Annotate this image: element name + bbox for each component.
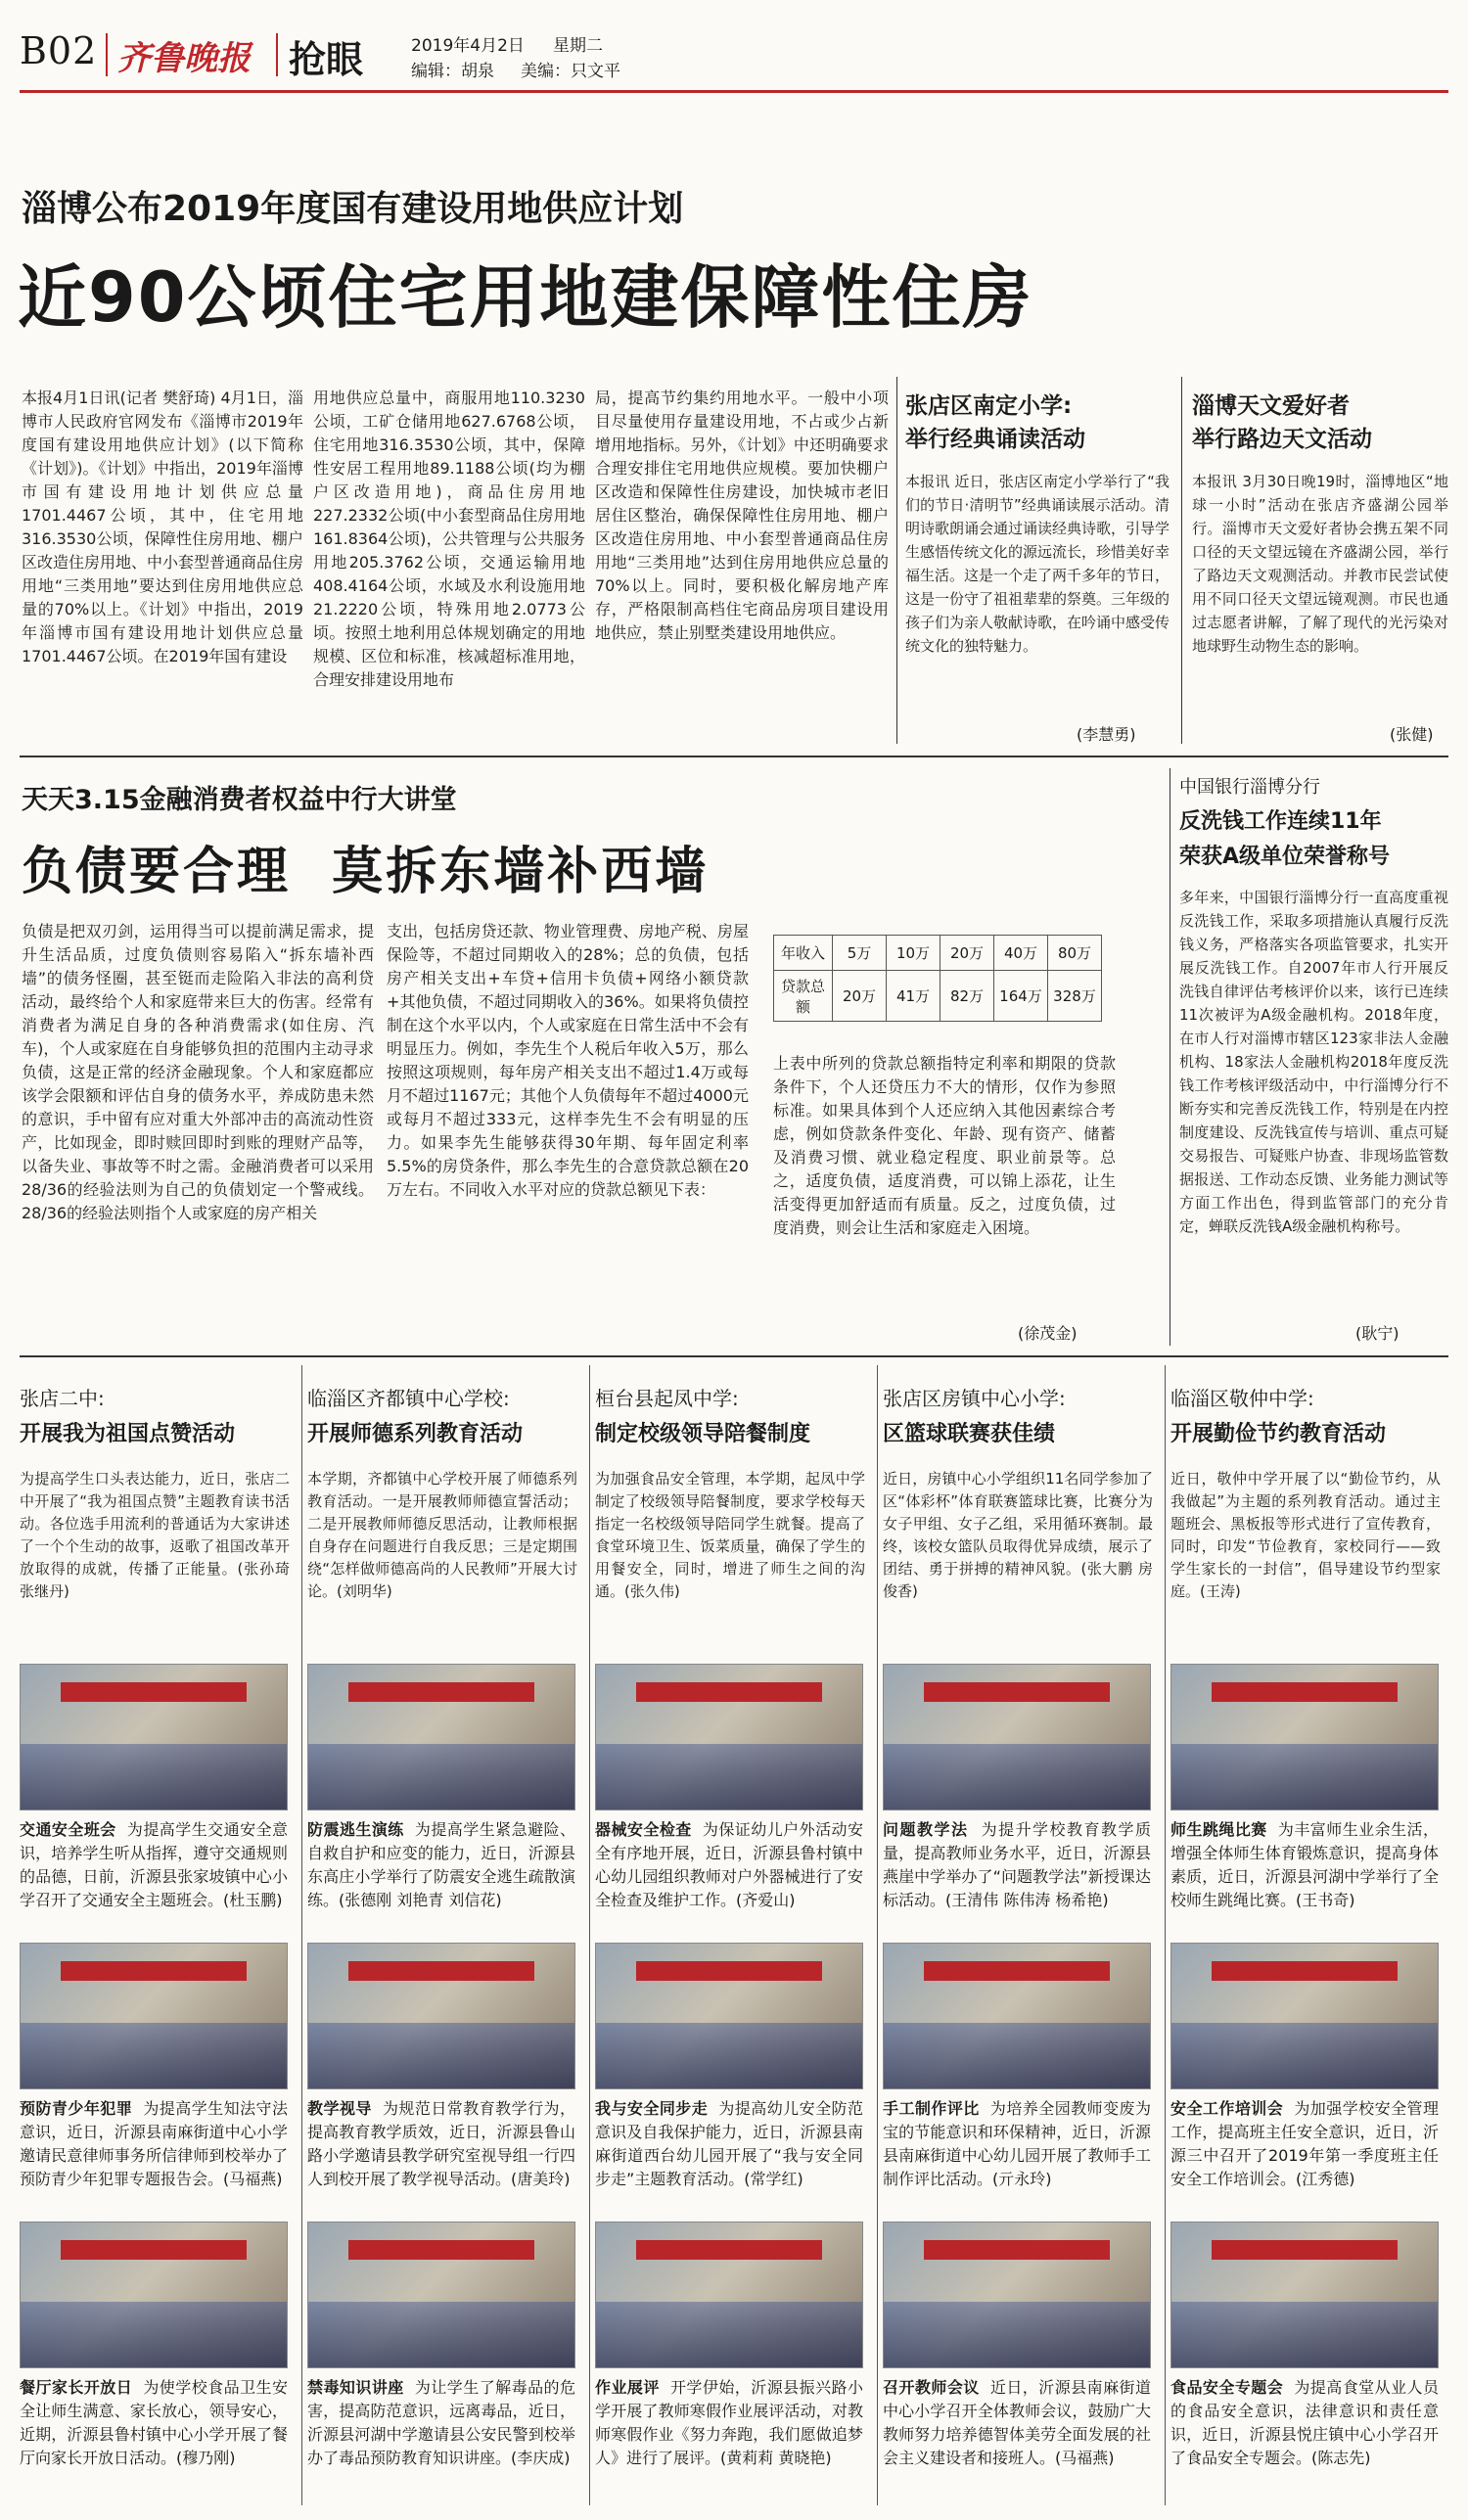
section-rule-1 [20, 756, 1448, 757]
photo-caption [20, 1818, 288, 1938]
editor-credit: 编辑：胡泉 [411, 62, 494, 81]
photo-caption-label: 禁毒知识讲座 [307, 2378, 404, 2397]
photo-caption-text: 为提升学校教育教学质量，提高教师业务水平，近日，沂源县燕崖中学举办了“问题教学法”新授课达标活动。(王清伟 陈伟涛 杨希艳) [883, 1820, 1151, 1909]
photo-caption [307, 2376, 575, 2496]
news-photo [595, 1943, 863, 2089]
loan-table-loan: 82万 [940, 971, 994, 1022]
school-headline: 开展勤俭节约教育活动 [1170, 1422, 1387, 1446]
photo-caption-label: 手工制作评比 [883, 2099, 980, 2118]
section-title: 抢眼 [289, 38, 364, 81]
school-headline: 制定校级领导陪餐制度 [595, 1422, 811, 1446]
photo-caption [595, 2097, 863, 2217]
side2-title: 淄博天文爱好者 举行路边天文活动 [1192, 393, 1372, 452]
news-photo [20, 2222, 288, 2368]
photo-caption-text: 为培养全园教师变废为宝的节能意识和环保精神，近日，沂源县南麻街道中心幼儿园开展了教师手工制作评比活动。(亓永玲) [883, 2099, 1151, 2188]
masthead-divider [106, 33, 108, 76]
school-name: 张店区房镇中心小学: [883, 1387, 1066, 1410]
school-column-rule [1165, 1365, 1166, 2505]
photo-caption-text: 近日，沂源县南麻街道中心小学召开全体教师会议，鼓励广大教师努力培养德智体美劳全面发展的社会主义建设者和接班人。(马福燕) [883, 2378, 1151, 2467]
photo-caption [883, 2097, 1151, 2217]
lead-headline: 近90公顷住宅用地建保障性住房 [18, 257, 1033, 338]
page-code: B02 [20, 29, 98, 72]
photo-caption [883, 2376, 1151, 2496]
loan-table-income: 20万 [940, 936, 994, 971]
issue-weekday: 星期二 [553, 36, 603, 56]
photo-caption [20, 2097, 288, 2217]
news-photo [307, 1664, 575, 1810]
school-column-rule [589, 1365, 590, 2505]
photo-caption [1170, 1818, 1439, 1938]
news-photo [595, 2222, 863, 2368]
side-vertical-rule [1181, 377, 1182, 744]
photo-caption-label: 交通安全班会 [20, 1820, 116, 1839]
photo-caption-text: 为加强学校安全管理工作，提高班主任安全意识，近日，沂源三中召开了2019年第一季度班主任安全工作培训会。(江秀德) [1170, 2099, 1439, 2188]
school-body: 本学期，齐都镇中心学校开展了师德系列教育活动。一是开展教师师德宣誓活动；二是开展教师师德反思活动，让教师根据自身存在问题进行自我反思；三是定期围绕“怎样做师德高尚的人民教师”开展大讨论。(刘明华) [307, 1470, 577, 1600]
school-headline: 开展师德系列教育活动 [307, 1422, 524, 1446]
loan-table-loan-label: 贷款总额 [774, 971, 833, 1022]
photo-caption-text: 为使学校食品卫生安全让师生满意、家长放心，领导安心，近期，沂源县鲁村镇中心小学开展了餐厅向家长开放日活动。(穆乃刚) [20, 2378, 288, 2467]
boc-byline: (耿宁) [1355, 1324, 1399, 1343]
school-column-rule [301, 1365, 302, 2505]
news-photo [20, 1943, 288, 2089]
section-rule-2 [20, 1355, 1448, 1357]
news-photo [20, 1664, 288, 1810]
header-rule [20, 90, 1448, 93]
side1-byline: (李慧勇) [1077, 725, 1136, 744]
boc-title: 反洗钱工作连续11年 荣获A级单位荣誉称号 [1179, 809, 1391, 869]
loan-table-income: 80万 [1048, 936, 1102, 971]
photo-caption [20, 2376, 288, 2496]
photo-caption-label: 我与安全同步走 [595, 2099, 709, 2118]
photo-caption [595, 2376, 863, 2496]
photo-caption [307, 2097, 575, 2217]
photo-caption-label: 食品安全专题会 [1170, 2378, 1284, 2397]
school-body: 近日，敬仲中学开展了以“勤俭节约，从我做起”为主题的系列教育活动。通过主题班会、黑板报等形式进行了宣传教育，同时，印发“节俭教育，家校同行——致学生家长的一封信”，倡导建设节约型家庭。(王涛) [1170, 1470, 1441, 1600]
photo-caption-text: 开学伊始，沂源县振兴路小学开展了教师寒假作业展评活动，对教师寒假作业《努力奔跑，我们愿做追梦人》进行了展评。(黄莉莉 黄晓艳) [595, 2378, 863, 2467]
school-name: 张店二中: [20, 1387, 105, 1410]
masthead-divider-2 [276, 33, 278, 76]
side1-title: 张店区南定小学: 举行经典诵读活动 [905, 393, 1085, 452]
finance-column-3: 上表中所列的贷款总额指特定利率和期限的贷款条件下，个人还贷压力不大的情形，仅作为参照标准。如果具体到个人还应纳入其他因素综合考虑，例如贷款条件变化、年龄、现有资产、储蓄及消费习惯、就业稳定程度、职业前景等。总之，适度负债，适度消费，可以锦上添花，让生活变得更加舒适而有质量。反之，过度负债，过度消费，则会让生活和家庭走入困境。 [773, 1054, 1116, 1237]
masthead [20, 27, 1448, 86]
loan-table [773, 935, 1102, 1022]
designer-credit: 美编：只文平 [521, 62, 620, 81]
photo-caption-text: 为提高食堂从业人员的食品安全意识，法律意识和责任意识，近日，沂源县悦庄镇中心小学召开了食品安全专题会。(陈志先) [1170, 2378, 1439, 2467]
news-photo [595, 1664, 863, 1810]
news-photo [307, 2222, 575, 2368]
photo-caption-label: 餐厅家长开放日 [20, 2378, 133, 2397]
lead-column-2: 用地供应总量中，商服用地110.3230公顷，工矿仓储用地627.6768公顷，住宅用地316.3530公顷，其中，保障性安居工程用地89.1188公顷(均为棚户区改造用地)，商品住房用地227.2332公顷(中小套型商品住房用地161.8364公顷)，公共管理与公共服务用地205.3762公顷，交通运输用地408.4164公顷，水域及水利设施用地21.2220公顷，特殊用地2.0773公顷。按照土地利用总体规划确定的用地规模、区位和标准，核减超标准用地，合理安排建设用地布 [313, 389, 585, 689]
photo-caption [595, 1818, 863, 1938]
finance-kicker: 天天3.15金融消费者权益中行大讲堂 [22, 785, 457, 815]
paper-logo: 齐鲁晚报 [117, 39, 251, 78]
boc-kicker: 中国银行淄博分行 [1179, 777, 1320, 798]
school-name: 临淄区齐都镇中心学校: [307, 1387, 510, 1410]
side1-body: 本报讯 近日，张店区南定小学举行了“我们的节日·清明节”经典诵读展示活动。清明诗歌朗诵会通过诵读经典诗歌，引导学生感悟传统文化的源远流长，珍惜美好幸福生活。这是一个走了两千多年的节日，这是一份守了祖祖辈辈的祭奠。三年级的孩子们为亲人敬献诗歌，在吟诵中感受传统文化的独特魅力。 [905, 473, 1170, 655]
news-photo [883, 1664, 1151, 1810]
photo-caption-text: 为提高学生知法守法意识，近日，沂源县南麻街道中心小学邀请民意律师事务所信律师到校举办了预防青少年犯罪专题报告会。(马福燕) [20, 2099, 288, 2188]
loan-table-income-label: 年收入 [774, 936, 833, 971]
school-body: 为加强食品安全管理，本学期，起凤中学制定了校级领导陪餐制度，要求学校每天指定一名校级领导陪同学生就餐。提高了食堂环境卫生、饭菜质量，确保了学生的用餐安全，同时，增进了师生之间的沟通。(张久伟) [595, 1470, 865, 1600]
side2-byline: (张健) [1390, 725, 1434, 744]
photo-caption-label: 教学视导 [307, 2099, 372, 2118]
finance-column-2: 支出，包括房贷还款、物业管理费、房地产税、房屋保险等，不超过同期收入的28%；总的负债，包括房产相关支出+车贷+信用卡负债+网络小额贷款+其他负债，不超过同期收入的36%。如果将负债控制在这个水平以内，个人或家庭在日常生活中不会有明显压力。例如，李先生个人税后年收入5万，那么按照这项规则，每年房产相关支出不超过1.4万或每月不超过1167元；其他个人负债每年不超过4000元或每月不超过333元，这样李先生不会有明显的压力。如果李先生能够获得30年期、每年固定利率5.5%的房贷条件，那么李先生的合意贷款总额在20万左右。不同收入水平对应的贷款总额见下表： [387, 922, 749, 1199]
photo-caption-label: 召开教师会议 [883, 2378, 980, 2397]
finance-byline: (徐茂金) [1018, 1324, 1078, 1343]
photo-caption-label: 安全工作培训会 [1170, 2099, 1284, 2118]
school-column-rule [877, 1365, 878, 2505]
photo-caption-text: 为提高学生交通安全意识，培养学生听从指挥，遵守交通规则的品德，日前，沂源县张家坡镇中心小学召开了交通安全主题班会。(杜玉鹏) [20, 1820, 288, 1909]
boc-body: 多年来，中国银行淄博分行一直高度重视反洗钱工作，采取多项措施认真履行反洗钱义务，严格落实各项监管要求，扎实开展反洗钱工作。自2007年市人行开展反洗钱自律评估考核评价以来，该行已连续11次被评为A级金融机构。2018年度，在市人行对淄博市辖区123家非法人金融机构、18家法人金融机构2018年度反洗钱工作考核评级活动中，中行淄博分行不断夯实和完善反洗钱工作，特别是在内控制度建设、反洗钱宣传与培训、重点可疑交易报告、可疑账户协查、非现场监管数据报送、工作动态反馈、业务能力测试等方面工作出色，得到监管部门的充分肯定，蝉联反洗钱A级金融机构称号。 [1179, 889, 1448, 1235]
news-photo [307, 1943, 575, 2089]
loan-table-income: 5万 [833, 936, 887, 971]
photo-caption-label: 师生跳绳比赛 [1170, 1820, 1267, 1839]
finance-headline: 负债要合理 莫拆东墙补西墙 [22, 843, 710, 901]
news-photo [1170, 1664, 1439, 1810]
lead-column-1: 本报4月1日讯(记者 樊舒琦) 4月1日，淄博市人民政府官网发布《淄博市2019年度国有建设用地供应计划》(以下简称《计划》)。《计划》中指出，2019年淄博市国有建设用地计划供应总量1701.4467公顷，其中，住宅用地316.3530公顷，保障性住房用地、棚户区改造住房用地、中小套型普通商品住房用地“三类用地”要达到住房用地供应总量的70%以上。《计划》中指出，2019年淄博市国有建设用地计划供应总量1701.4467公顷。在2019年国有建设 [22, 389, 303, 665]
photo-caption [307, 1818, 575, 1938]
photo-caption-text: 为保证幼儿户外活动安全有序地开展，近日，沂源县鲁村镇中心幼儿园组织教师对户外器械进行了安全检查及维护工作。(齐爱山) [595, 1820, 863, 1909]
school-body: 为提高学生口头表达能力，近日，张店二中开展了“我为祖国点赞”主题教育读书活动。各位选手用流利的普通话为大家讲述了一个个生动的故事，返歌了祖国改革开放取得的成就，传播了正能量。(张孙琦 张继丹) [20, 1470, 290, 1600]
photo-caption [1170, 2097, 1439, 2217]
news-photo [1170, 2222, 1439, 2368]
news-photo [883, 2222, 1151, 2368]
school-body: 近日，房镇中心小学组织11名同学参加了区“体彩杯”体育联赛篮球比赛，比赛分为女子甲组、女子乙组，采用循环赛制。最终，该校女篮队员取得优异成绩，展示了团结、勇于拼搏的精神风貌。(张大鹏 房俊香) [883, 1470, 1153, 1600]
news-photo [883, 1943, 1151, 2089]
photo-caption-text: 为丰富师生业余生活，增强全体师生体育锻炼意识，提高身体素质，近日，沂源县河湖中学举行了全校师生跳绳比赛。(王书奇) [1170, 1820, 1439, 1909]
school-headline: 区篮球联赛获佳绩 [883, 1422, 1056, 1446]
photo-caption [1170, 2376, 1439, 2496]
photo-caption-text: 为提高学生紧急避险、自救自护和应变的能力，近日，沂源县东高庄小学举行了防震安全逃生疏散演练。(张德刚 刘艳青 刘信花) [307, 1820, 575, 1909]
photo-caption-label: 防震逃生演练 [307, 1820, 404, 1839]
loan-table-loan: 41万 [887, 971, 940, 1022]
loan-table-income: 10万 [887, 936, 940, 971]
photo-caption [883, 1818, 1151, 1938]
loan-table-loan: 164万 [994, 971, 1048, 1022]
school-name: 临淄区敬仲中学: [1170, 1387, 1314, 1410]
school-headline: 开展我为祖国点赞活动 [20, 1422, 236, 1446]
photo-caption-label: 问题教学法 [883, 1820, 969, 1839]
lead-vertical-rule [896, 377, 897, 744]
school-name: 桓台县起凤中学: [595, 1387, 739, 1410]
photo-caption-text: 为提高幼儿安全防范意识及自我保护能力，近日，沂源县南麻街道西台幼儿园开展了“我与安全同步走”主题教育活动。(常学红) [595, 2099, 863, 2188]
lead-kicker: 淄博公布2019年度国有建设用地供应计划 [22, 189, 684, 229]
photo-caption-label: 预防青少年犯罪 [20, 2099, 133, 2118]
loan-table-income: 40万 [994, 936, 1048, 971]
lead-column-3: 局，提高节约集约用地水平。一般中小项目尽量使用存量建设用地，不占或少占新增用地指标。另外，《计划》中还明确要求合理安排住宅用地供应规模。要加快棚户区改造和保障性住房建设，加快城市老旧居住区整治，确保保障性住房用地、棚户区改造住房用地、中小套型普通商品住房用地“三类用地”达到住房用地供应总量的70%以上。同时，要积极化解房地产库存，严格限制高档住宅商品房项目建设用地供应，禁止别墅类建设用地供应。 [595, 389, 889, 642]
finance-column-1: 负债是把双刃剑，运用得当可以提前满足需求，提升生活品质，过度负债则容易陷入“拆东墙补西墙”的债务怪圈，甚至铤而走险陷入非法的高利贷活动，最终给个人和家庭带来巨大的伤害。经常有消费者为满足自身的各种消费需求(如住房、汽车)，个人或家庭在自身能够负担的范围内主动寻求负债，这是正常的经济金融现象。个人和家庭都应该学会限额和评估自身的债务水平，养成防患未然的意识，手中留有应对重大外部冲击的高流动性资产，比如现金，即时赎回即时到账的理财产品等，以备失业、事故等不时之需。金融消费者可以采用28/36的经验法则为自己的负债划定一个警戒线。28/36的经验法则指个人或家庭的房产相关 [22, 922, 374, 1222]
photo-caption-label: 器械安全检查 [595, 1820, 692, 1839]
photo-caption-label: 作业展评 [595, 2378, 660, 2397]
news-photo [1170, 1943, 1439, 2089]
side2-body: 本报讯 3月30日晚19时，淄博地区“地球一小时”活动在张店齐盛湖公园举行。淄博市天文爱好者协会携五架不同口径的天文望远镜在齐盛湖公园，举行了路边天文观测活动。并教市民尝试使用不同口径天文望远镜观测。市民也通过志愿者讲解，了解了现代的光污染对地球野生动物生态的影响。 [1192, 473, 1448, 655]
photo-caption-text: 为让学生了解毒品的危害，提高防范意识，远离毒品，近日，沂源县河湖中学邀请县公安民警到校举办了毒品预防教育知识讲座。(李庆成) [307, 2378, 575, 2467]
loan-table-loan: 20万 [833, 971, 887, 1022]
loan-table-loan: 328万 [1048, 971, 1102, 1022]
photo-caption-text: 为规范日常教育教学行为，提高教育教学质效，近日，沂源县鲁山路小学邀请县教学研究室视导组一行四人到校开展了教学视导活动。(唐美玲) [307, 2099, 575, 2188]
issue-date: 2019年4月2日 [411, 36, 525, 56]
